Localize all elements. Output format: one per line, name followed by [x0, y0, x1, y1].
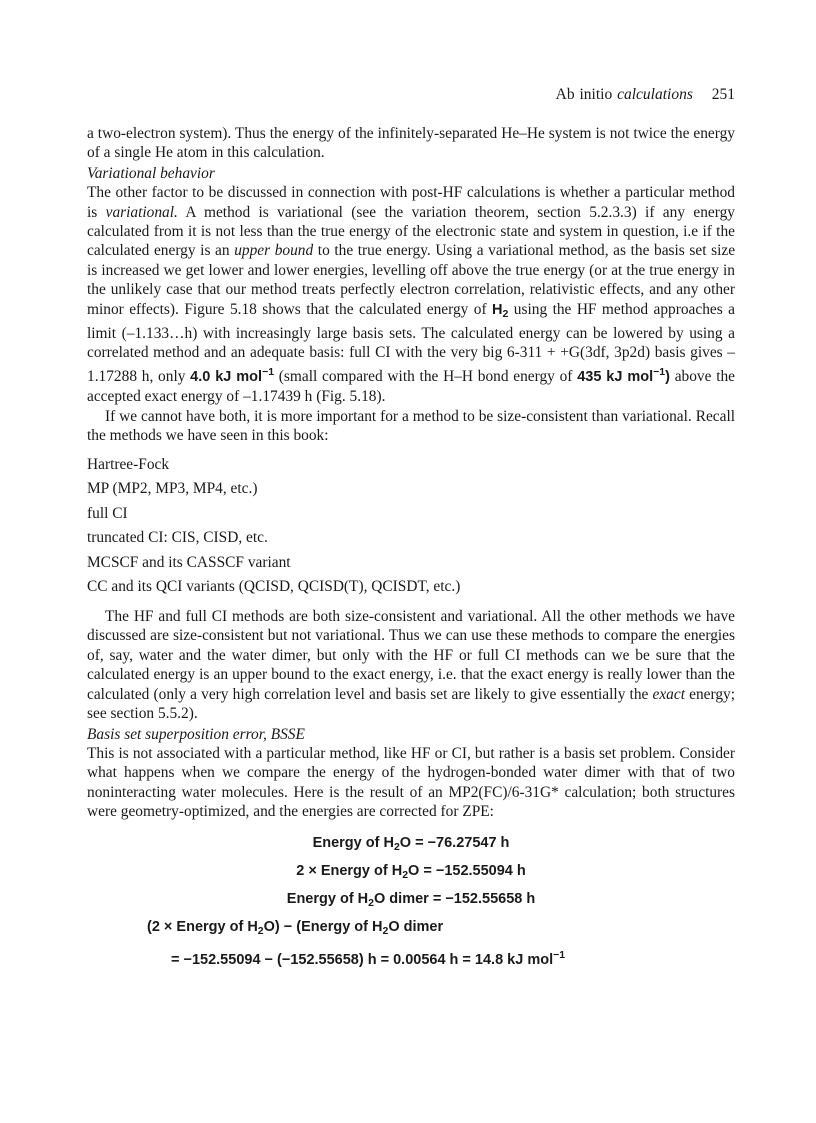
paragraph-bsse: This is not associated with a particular method, like HF or CI, but rather is a basis set problem. Consider what happens when we compare the energy of the hydrogen-bonded water dimer with that of two noninteracting water molecules. Here is the result of an MP2(FC)/6-31G* calculation; both structures were geometry-optimized, and the energies are corrected for ZPE: — [87, 744, 735, 821]
list-item: MP (MP2, MP3, MP4, etc.) — [87, 480, 258, 498]
equation-result: = −152.55094 − (−152.55658) h = 0.00564 h = 14.8 kJ mol$^{-1}$ — [171, 948, 566, 968]
list-item: full CI — [87, 504, 128, 522]
h2-formula: $H_2$ — [492, 301, 509, 320]
paragraph-size-consistent: If we cannot have both, it is more important for a method to be size-consistent than variational. Recall the methods we have seen in this book: — [87, 407, 735, 445]
energy-value-4kj: 4.0 kJ mol$^{-1}$ — [190, 365, 275, 385]
equation-difference: (2 × Energy of $H_2O$) − (Energy of $H_2O$ dimer — [147, 918, 444, 937]
paragraph-continuation: a two-electron system). Thus the energy of the infinitely-separated He–He system is not twice the energy of a single He atom in this calculation. — [87, 125, 735, 162]
list-item: truncated CI: CIS, CISD, etc. — [87, 529, 268, 547]
list-item: Hartree-Fock — [87, 455, 170, 473]
equation-energy-dimer: Energy of $H_2O$ dimer = −152.55658 h — [286, 890, 536, 909]
list-item: MCSCF and its CASSCF variant — [87, 553, 291, 571]
section-heading-variational: Variational behavior — [87, 164, 215, 182]
energy-value-435kj: 435 kJ mol$^{-1}$) — [577, 365, 670, 385]
header-title-plain: Ab initio — [555, 86, 613, 103]
equation-two-energy-h2o: 2 × Energy of $H_2O = -152.55094$ h — [296, 862, 526, 881]
running-header — [87, 86, 735, 104]
equation-block — [87, 831, 735, 972]
paragraph-hf-full-ci: The HF and full CI methods are both size-consistent and variational. All the other methods we have discussed are size-consistent but not variational. Thus we can use these methods to compare the energies of, say, water and the water dimer, but only with the HF or full CI methods can we be sure that the calculated energy is an upper bound to the exact energy, i.e. that the exact energy is really lower than the calculated (only a very high correlation level and basis set are likely to give essentially the exact energy; see section 5.5.2). — [87, 608, 735, 723]
paragraph-variational: The other factor to be discussed in connection with post-HF calculations is whether a particular method is variational. A method is variational (see the variation theorem, section 5.2.3.3) if any energy calculated from it is not less than the true energy of the electronic state and system in question, i.e if the calculated energy is an upper bound to the true energy. Using a variational method, as the basis set size is increased we get lower and lower energies, levelling off above the true energy (or at the true energy in the unlikely case that our method treats perfectly electron correlation, relativistic effects, and any other minor effects). Figure 5.18 shows that the calculated energy of $H_2$ using the HF method approaches a limit (–1.133…h) with increasingly large basis sets. The calculated energy can be lowered by using a correlated method and an adequate basis: full CI with the very big 6-311 + +G(3df, 3p2d) basis gives –1.17288 h, only 4.0 kJ mol$^{-1}$ (small compared with the H–H bond energy of 435 kJ mol$^{-1}$) above the accepted exact energy of –1.17439 h (Fig. 5.18). — [87, 184, 736, 406]
methods-list — [87, 453, 735, 601]
body-text — [87, 124, 735, 972]
list-item: CC and its QCI variants (QCISD, QCISD(T), QCISDT, etc.) — [87, 578, 461, 596]
section-heading-bsse: Basis set superposition error, BSSE — [87, 725, 305, 743]
header-title-italic: calculations — [617, 86, 693, 103]
equation-energy-h2o: Energy of $H_2O = -76.27547$ h — [312, 834, 510, 853]
page-number: 251 — [711, 86, 735, 103]
